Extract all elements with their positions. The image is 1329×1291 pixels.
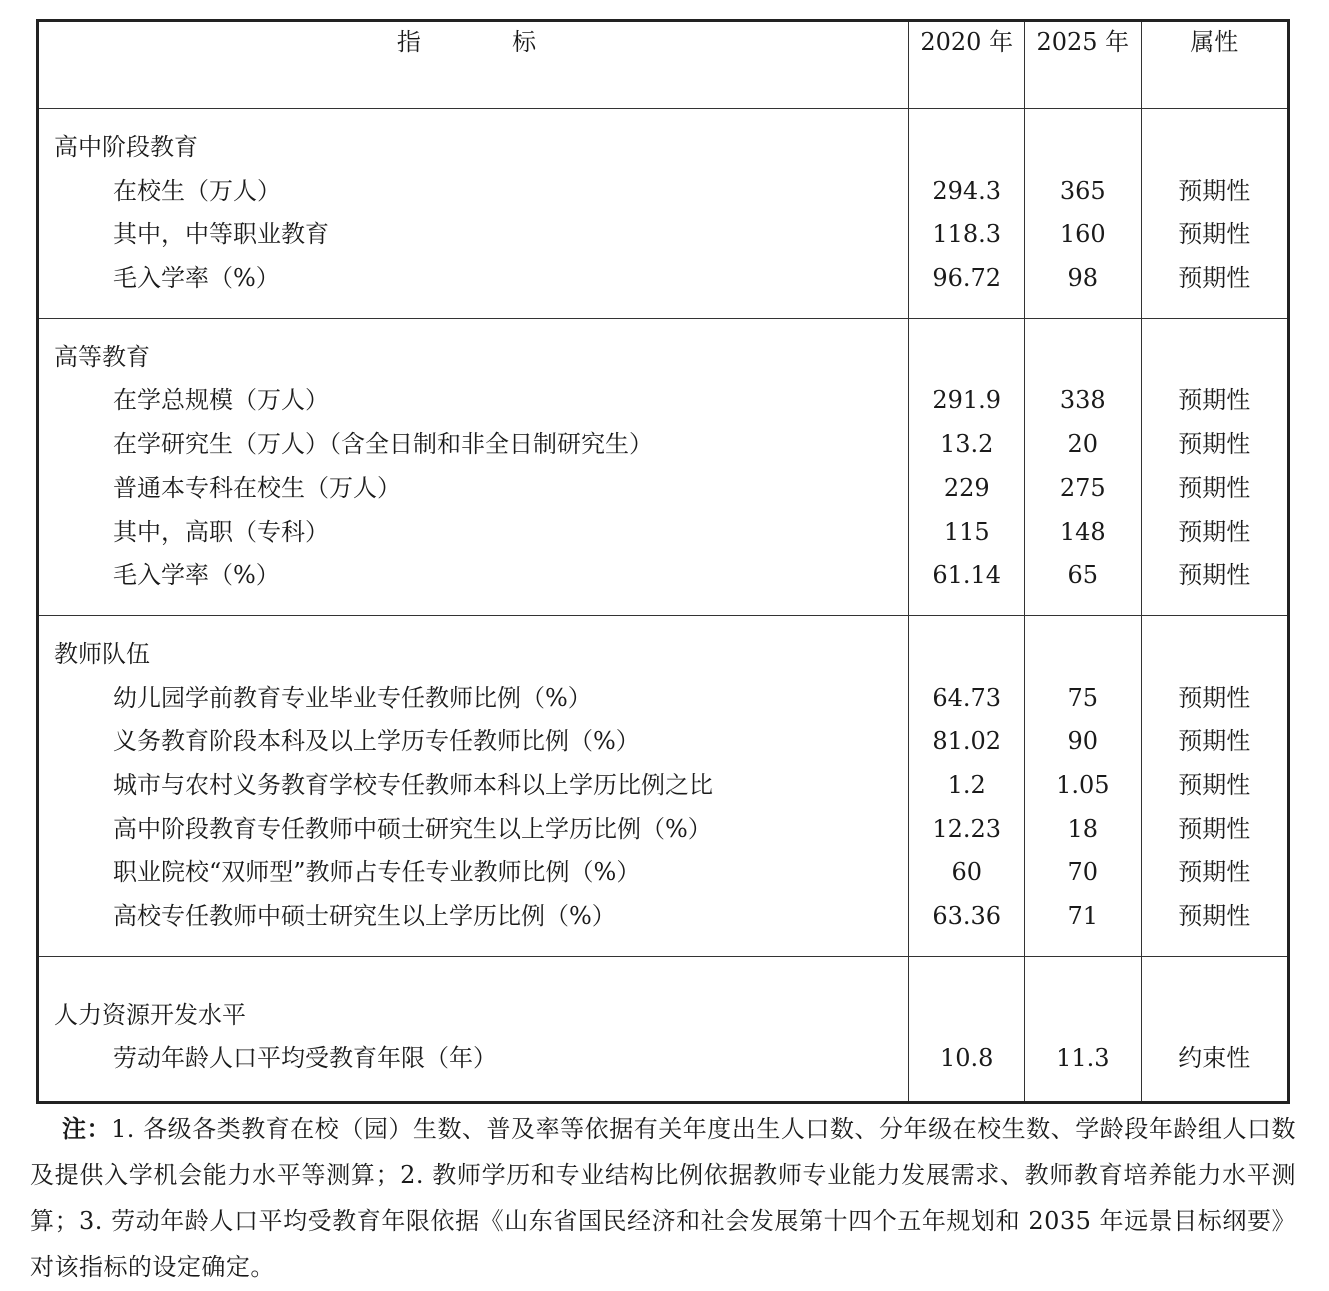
attribute-value: 预期性	[1178, 430, 1251, 459]
attribute-value: 预期性	[1178, 814, 1251, 843]
indicator-label: 其中，高职（专科）	[113, 517, 329, 546]
indicator-label: 高中阶段教育专任教师中硕士研究生以上学历比例（%）	[113, 814, 712, 843]
section-title-spacer	[909, 126, 1024, 170]
numeric-value: 63.36	[932, 902, 1002, 930]
numeric-value: 1.05	[1056, 770, 1110, 799]
header-indicator: 指 标	[38, 21, 909, 109]
value-2020-cell	[909, 318, 1025, 615]
numeric-value: 1.2	[947, 770, 986, 799]
section-title: 教师队伍	[54, 639, 150, 668]
value-2020-cell	[909, 109, 1025, 319]
numeric-value: 96.72	[932, 264, 1002, 293]
numeric-value: 365	[1059, 176, 1106, 205]
indicator-cell	[38, 956, 909, 1102]
section-title: 高等教育	[54, 342, 150, 371]
footnote	[30, 1106, 1296, 1290]
section-title: 人力资源开发水平	[54, 1000, 246, 1029]
indicator-label: 幼儿园学前教育专业毕业专任教师比例（%）	[113, 683, 592, 712]
numeric-value: 98	[1067, 264, 1099, 293]
value-2020-cell	[909, 956, 1025, 1102]
indicator-cell	[38, 318, 909, 615]
section-title-spacer	[1025, 126, 1141, 170]
numeric-value: 115	[943, 517, 990, 546]
value-2025-cell	[1025, 956, 1142, 1102]
numeric-value: 229	[943, 473, 990, 502]
numeric-value: 71	[1067, 902, 1099, 930]
numeric-value: 70	[1067, 858, 1099, 887]
value-2025-cell	[1025, 615, 1142, 956]
numeric-value: 18	[1067, 814, 1099, 843]
section-title-spacer	[909, 633, 1024, 677]
attribute-value: 预期性	[1178, 473, 1251, 502]
numeric-value: 338	[1059, 386, 1106, 415]
attribute-value: 预期性	[1178, 561, 1251, 590]
numeric-value: 12.23	[932, 814, 1002, 843]
indicator-label: 劳动年龄人口平均受教育年限（年）	[113, 1044, 497, 1073]
indicator-label: 毛入学率（%）	[113, 561, 280, 590]
indicator-label: 高校专任教师中硕士研究生以上学历比例（%）	[113, 902, 616, 930]
attribute-cell	[1141, 109, 1288, 319]
header-2025: 2025 年	[1025, 21, 1142, 109]
footnote-text: 1. 各级各类教育在校（园）生数、普及率等依据有关年度出生人口数、分年级在校生数、学龄段年龄组人口数及提供入学机会能力水平等测算；2. 教师学历和专业结构比例依据教师专业能力发展需求、教师教育培养能力水平测算；3. 劳动年龄人口平均受教育年限依据《山东省国民经济和社会发展第十四个五年规划和 2035 年远景目标纲要》对该指标的设定确定。	[30, 1115, 1296, 1281]
numeric-value: 20	[1067, 430, 1099, 459]
section-title-spacer	[1142, 994, 1287, 1038]
numeric-value: 11.3	[1056, 1044, 1110, 1073]
indicator-label: 在学研究生（万人）（含全日制和非全日制研究生）	[113, 430, 653, 459]
indicator-cell	[38, 109, 909, 319]
numeric-value: 60	[951, 858, 982, 887]
section-title-spacer	[1142, 336, 1287, 380]
indicator-table	[36, 19, 1290, 1104]
numeric-value: 160	[1059, 220, 1106, 249]
attribute-value: 预期性	[1178, 727, 1251, 756]
numeric-value: 294.3	[932, 176, 1002, 205]
numeric-value: 291.9	[932, 386, 1002, 415]
attribute-value: 预期性	[1178, 264, 1251, 293]
section-title-spacer	[1025, 336, 1141, 380]
footnote-label: 注：	[62, 1114, 112, 1143]
attribute-value: 预期性	[1178, 517, 1251, 546]
section-row	[38, 956, 1289, 1102]
attribute-value: 预期性	[1178, 220, 1251, 249]
value-2020-cell	[909, 615, 1025, 956]
attribute-cell	[1141, 318, 1288, 615]
section-title-spacer	[1025, 633, 1141, 677]
numeric-value: 148	[1059, 517, 1106, 546]
header-row	[38, 21, 1289, 109]
numeric-value: 61.14	[932, 561, 1002, 590]
section-title-spacer	[1025, 994, 1141, 1038]
section-title-spacer	[909, 994, 1024, 1038]
section-title-spacer	[1142, 633, 1287, 677]
section-title: 高中阶段教育	[54, 133, 198, 161]
section-row	[38, 109, 1289, 319]
indicator-label: 职业院校“双师型”教师占专任专业教师比例（%）	[113, 858, 641, 887]
indicator-label: 城市与农村义务教育学校专任教师本科以上学历比例之比	[113, 770, 713, 799]
indicator-label: 毛入学率（%）	[113, 264, 280, 293]
numeric-value: 81.02	[932, 727, 1002, 756]
numeric-value: 13.2	[940, 430, 994, 459]
attribute-cell	[1141, 615, 1288, 956]
indicator-cell	[38, 615, 909, 956]
attribute-value: 预期性	[1178, 176, 1251, 205]
section-row	[38, 318, 1289, 615]
numeric-value: 118.3	[932, 220, 1002, 249]
indicator-label: 义务教育阶段本科及以上学历专任教师比例（%）	[113, 727, 640, 756]
section-title-spacer	[1142, 126, 1287, 170]
indicator-label: 其中，中等职业教育	[113, 220, 329, 249]
indicator-label: 普通本专科在校生（万人）	[113, 473, 401, 502]
attribute-value: 预期性	[1178, 386, 1251, 415]
value-2025-cell	[1025, 318, 1142, 615]
attribute-value: 预期性	[1178, 683, 1251, 712]
attribute-cell	[1141, 956, 1288, 1102]
indicator-label: 在学总规模（万人）	[113, 386, 329, 415]
numeric-value: 90	[1067, 727, 1099, 756]
value-2025-cell	[1025, 109, 1142, 319]
attribute-value: 约束性	[1178, 1044, 1251, 1073]
numeric-value: 64.73	[932, 683, 1002, 712]
indicator-label: 在校生（万人）	[113, 176, 281, 205]
numeric-value: 10.8	[940, 1044, 994, 1073]
numeric-value: 75	[1067, 683, 1099, 712]
attribute-value: 预期性	[1178, 902, 1251, 930]
attribute-value: 预期性	[1178, 770, 1251, 799]
section-title-spacer	[909, 336, 1024, 380]
section-row	[38, 615, 1289, 956]
attribute-value: 预期性	[1178, 858, 1251, 887]
header-2020: 2020 年	[909, 21, 1025, 109]
numeric-value: 275	[1059, 473, 1106, 502]
header-attribute: 属性	[1141, 21, 1288, 109]
numeric-value: 65	[1067, 561, 1099, 590]
